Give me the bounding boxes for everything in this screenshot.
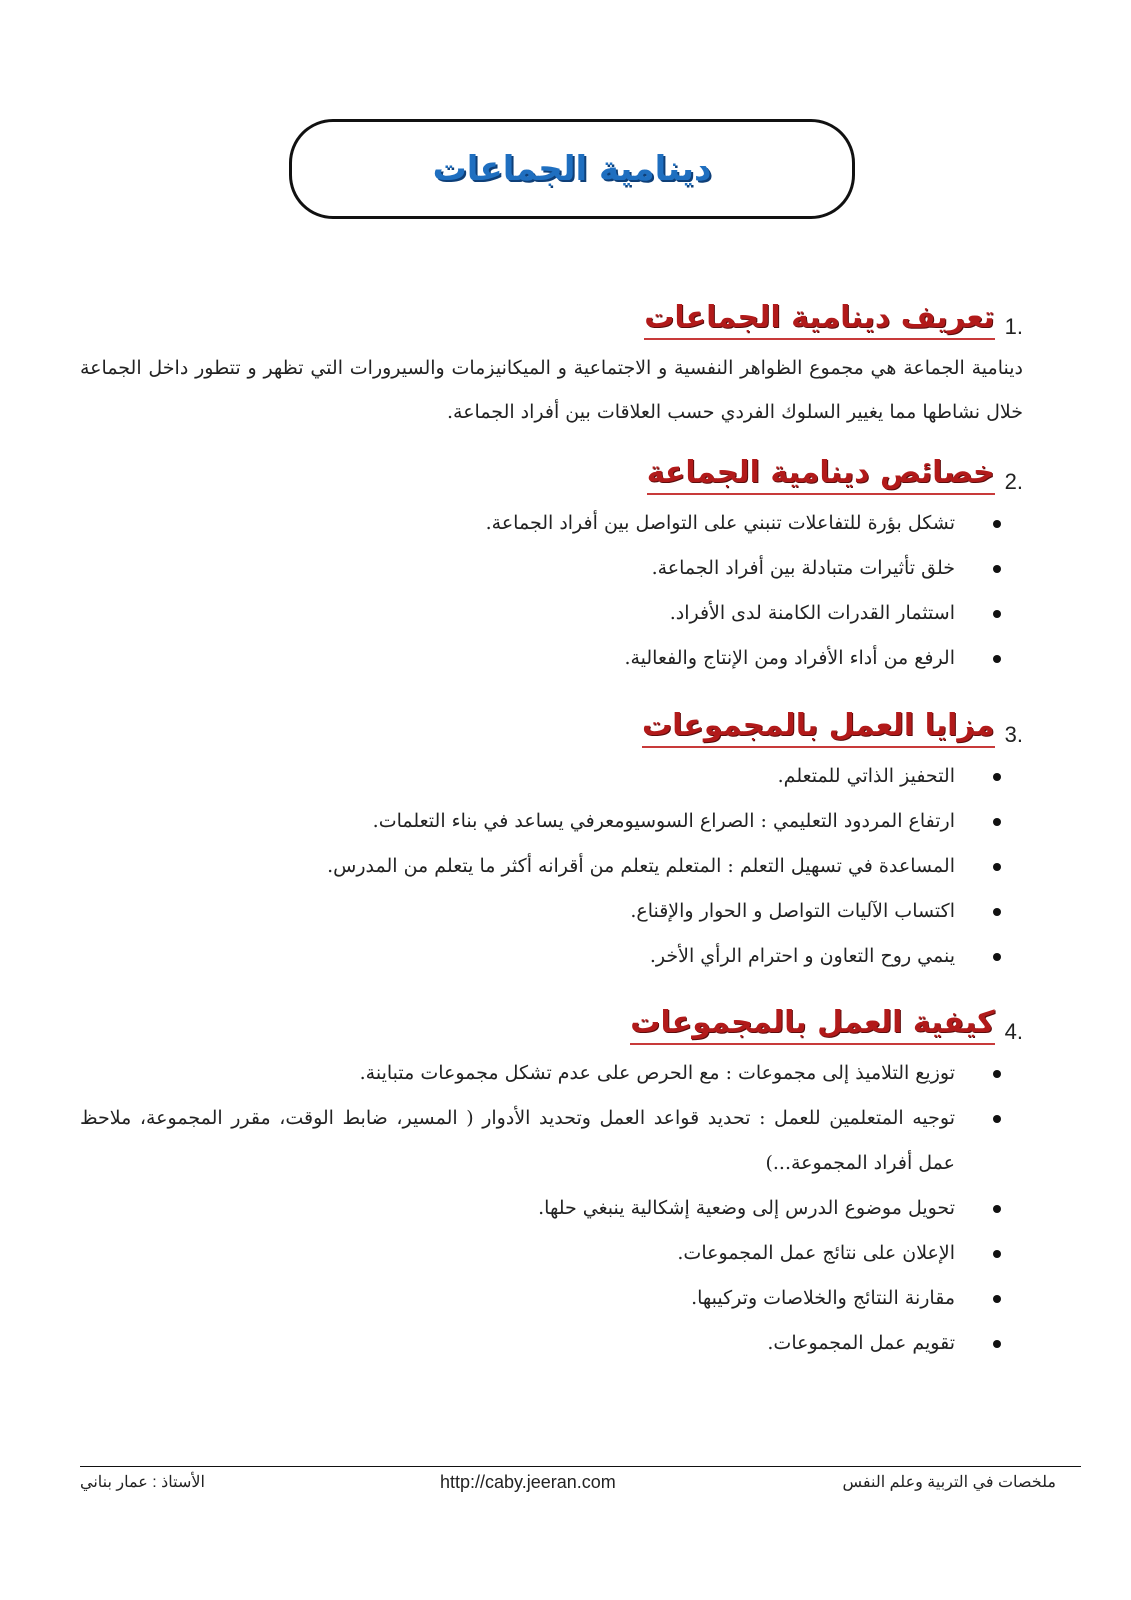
list-item [80,934,1023,979]
bullet-icon [993,1340,1001,1348]
list-item [80,1321,1023,1366]
list-item [80,844,1023,889]
section-number: 4. [1004,1019,1023,1044]
footer-url-link[interactable]: http://caby.jeeran.com [440,1472,616,1492]
section-title: كيفية العمل بالمجموعات [630,1005,994,1045]
list-item-text: ينمي روح التعاون و احترام الرأي الأخر. [649,945,955,967]
section-number: 3. [1004,722,1023,747]
bullet-icon [993,1250,1001,1258]
bullet-icon [993,610,1001,618]
bullet-icon [993,773,1001,781]
list-item-text: الرفع من أداء الأفراد ومن الإنتاج والفعالية. [624,647,955,669]
section-heading [80,708,1023,748]
list-item [80,591,1023,636]
bullet-icon [993,655,1001,663]
bullet-icon [993,908,1001,916]
section-title: تعريف دينامية الجماعات [644,300,994,340]
bullet-list [80,1051,1023,1366]
list-item [80,754,1023,799]
list-item [80,1051,1023,1096]
list-item [80,1096,1023,1186]
title-box [289,119,855,219]
section-characteristics [80,455,1023,681]
list-item [80,889,1023,934]
list-item-text: تحويل موضوع الدرس إلى وضعية إشكالية ينبغي حلها. [538,1197,955,1219]
list-item-text: توجيه المتعلمين للعمل : تحديد قواعد العمل وتحديد الأدوار ( المسير، ضابط الوقت، مقرر المجموعة، ملاحظ عمل أفراد المجموعة...) [80,1107,955,1174]
list-item [80,501,1023,546]
bullet-icon [993,1295,1001,1303]
list-item [80,1186,1023,1231]
list-item [80,1276,1023,1321]
footer-author: الأستاذ : عمار بناني [80,1474,205,1491]
list-item [80,799,1023,844]
list-item [80,636,1023,681]
bullet-icon [993,1115,1001,1123]
bullet-icon [993,953,1001,961]
list-item-text: توزيع التلاميذ إلى مجموعات : مع الحرص على عدم تشكل مجموعات متباينة. [359,1062,955,1084]
list-item-text: مقارنة النتائج والخلاصات وتركيبها. [691,1287,955,1309]
bullet-list [80,501,1023,681]
list-item-text: ارتفاع المردود التعليمي : الصراع السوسيومعرفي يساعد في بناء التعلمات. [372,810,955,832]
bullet-list [80,754,1023,979]
section-advantages [80,708,1023,979]
page-title: دينامية الجماعات [432,149,712,189]
section-number: 1. [1004,314,1023,339]
list-item-text: الإعلان على نتائج عمل المجموعات. [677,1242,955,1264]
list-item-text: المساعدة في تسهيل التعلم : المتعلم يتعلم من أقرانه أكثر ما يتعلم من المدرس. [327,855,955,877]
list-item-text: التحفيز الذاتي للمتعلم. [777,765,955,787]
section-heading [80,1005,1023,1045]
list-item [80,546,1023,591]
section-how-to-work [80,1005,1023,1366]
footer-divider [80,1466,1081,1467]
section-heading [80,300,1023,340]
bullet-icon [993,863,1001,871]
bullet-icon [993,1205,1001,1213]
list-item-text: تشكل بؤرة للتفاعلات تنبني على التواصل بين أفراد الجماعة. [485,512,955,534]
list-item-text: تقويم عمل المجموعات. [767,1332,955,1354]
section-title: خصائص دينامية الجماعة [647,455,995,495]
list-item [80,1231,1023,1276]
footer-series-title: ملخصات في التربية وعلم النفس [842,1474,1056,1491]
list-item-text: استثمار القدرات الكامنة لدى الأفراد. [669,602,955,624]
bullet-icon [993,520,1001,528]
section-definition [80,300,1023,434]
section-number: 2. [1004,469,1023,494]
bullet-icon [993,1070,1001,1078]
definition-paragraph: دينامية الجماعة هي مجموع الظواهر النفسية و الاجتماعية و الميكانيزمات والسيرورات التي تظهر و تتطور داخل الجماعة خلال نشاطها مما يغيير السلوك الفردي حسب العلاقات بين أفراد الجماعة. [80,357,1023,423]
section-title: مزايا العمل بالمجموعات [642,708,995,748]
footer [80,1472,1081,1496]
list-item-text: خلق تأثيرات متبادلة بين أفراد الجماعة. [651,557,955,579]
bullet-icon [993,565,1001,573]
list-item-text: اكتساب الآليات التواصل و الحوار والإقناع. [630,900,955,922]
section-heading [80,455,1023,495]
bullet-icon [993,818,1001,826]
